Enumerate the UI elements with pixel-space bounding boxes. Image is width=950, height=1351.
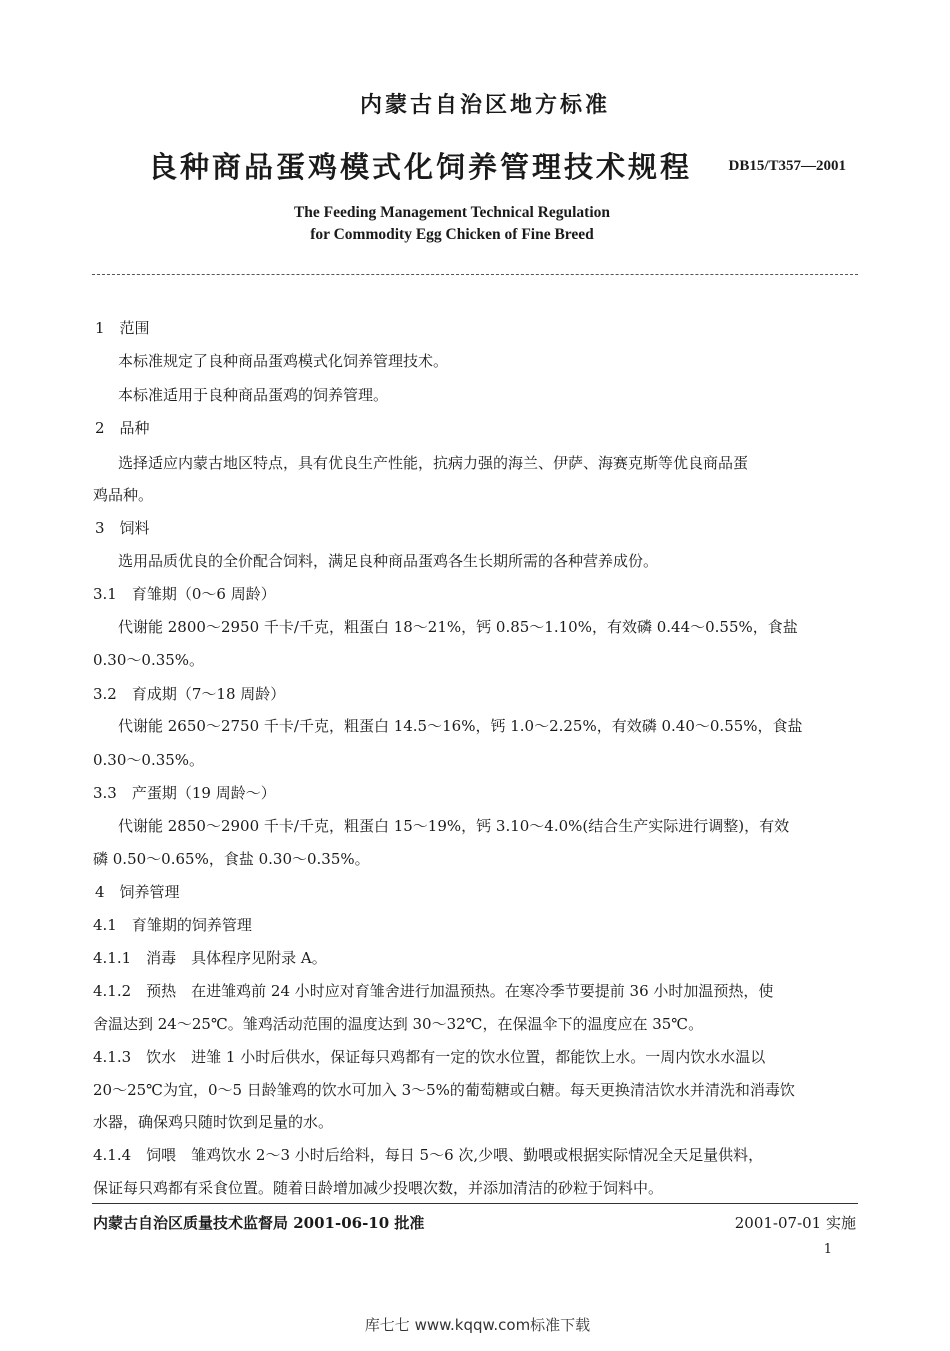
approval-statement: 内蒙古自治区质量技术监督局 2001-06-10 批准 — [93, 1214, 425, 1232]
subsection-heading-3-3: 3.3 产蛋期（19 周龄～） — [93, 784, 276, 802]
subsection-heading-3-1: 3.1 育雏期（0～6 周龄） — [93, 585, 276, 603]
page-number: 1 — [823, 1242, 832, 1257]
document-title: 良种商品蛋鸡模式化饲养管理技术规程 — [148, 150, 693, 184]
paragraph-line: 保证每只鸡都有采食位置。随着日龄增加减少投喂次数，并添加清洁的砂粒于饲料中。 — [93, 1179, 664, 1197]
paragraph-line: 选用品质优良的全价配合饲料，满足良种商品蛋鸡各生长期所需的各种营养成份。 — [118, 552, 659, 570]
subsection-heading-3-2: 3.2 育成期（7～18 周龄） — [93, 685, 286, 703]
english-title-line-1: The Feeding Management Technical Regulation — [293, 204, 611, 221]
section-heading-3: 3 饲料 — [95, 519, 150, 537]
english-title — [0, 202, 950, 246]
section-heading-4: 4 饲养管理 — [95, 883, 180, 901]
english-title-line-2: for Commodity Egg Chicken of Fine Breed — [310, 226, 594, 243]
paragraph-line: 水器，确保鸡只随时饮到足量的水。 — [93, 1113, 334, 1131]
paragraph-line: 代谢能 2850～2900 千卡/千克，粗蛋白 15～19%，钙 3.10～4.0%(结合生产实际进行调整)，有效 — [118, 817, 790, 835]
implementation-date: 2001-07-01 实施 — [734, 1214, 856, 1232]
clause-4-1-3: 4.1.3 饮水 进雏 1 小时后供水，保证每只鸡都有一定的饮水位置，都能饮上水。一周内饮水水温以 — [93, 1048, 766, 1066]
paragraph-line: 20～25℃为宜，0～5 日龄雏鸡的饮水可加入 3～5%的葡萄糖或白糖。每天更换清洁饮水并清洗和消毒饮 — [93, 1081, 795, 1099]
standard-code: DB15/T357—2001 — [728, 158, 846, 174]
paragraph-line: 选择适应内蒙古地区特点，具有优良生产性能，抗病力强的海兰、伊萨、海赛克斯等优良商品蛋 — [118, 454, 749, 472]
standard-org-heading: 内蒙古自治区地方标准 — [359, 92, 610, 118]
footer-divider — [92, 1203, 858, 1204]
clause-4-1-1: 4.1.1 消毒 具体程序见附录 A。 — [93, 949, 327, 967]
clause-4-1-2: 4.1.2 预热 在进雏鸡前 24 小时应对育雏舍进行加温预热。在寒冷季节要提前 36 小时加温预热，使 — [93, 982, 774, 1000]
paragraph-line: 磷 0.50～0.65%，食盐 0.30～0.35%。 — [93, 850, 370, 868]
paragraph-line: 鸡品种。 — [93, 486, 154, 504]
paragraph-line: 本标准适用于良种商品蛋鸡的饲养管理。 — [118, 386, 389, 404]
section-heading-1: 1 范围 — [95, 319, 150, 337]
subsection-heading-4-1: 4.1 育雏期的饲养管理 — [93, 916, 252, 934]
paragraph-line: 0.30～0.35%。 — [93, 651, 205, 669]
download-watermark: 库七七 www.kqqw.com标准下载 — [364, 1316, 591, 1334]
paragraph-line: 0.30～0.35%。 — [93, 751, 205, 769]
paragraph-line: 代谢能 2800～2950 千卡/千克，粗蛋白 18～21%，钙 0.85～1.10%，有效磷 0.44～0.55%，食盐 — [118, 618, 798, 636]
paragraph-line: 舍温达到 24～25℃。雏鸡活动范围的温度达到 30～32℃，在保温伞下的温度应在 35℃。 — [93, 1015, 704, 1033]
section-heading-2: 2 品种 — [95, 419, 150, 437]
paragraph-line: 代谢能 2650～2750 千卡/千克，粗蛋白 14.5～16%，钙 1.0～2.25%，有效磷 0.40～0.55%，食盐 — [118, 717, 803, 735]
paragraph-line: 本标准规定了良种商品蛋鸡模式化饲养管理技术。 — [118, 352, 449, 370]
header-divider — [92, 274, 858, 275]
clause-4-1-4: 4.1.4 饲喂 雏鸡饮水 2～3 小时后给料，每日 5～6 次,少喂、勤喂或根据实际情况全天足量供料， — [93, 1146, 764, 1164]
